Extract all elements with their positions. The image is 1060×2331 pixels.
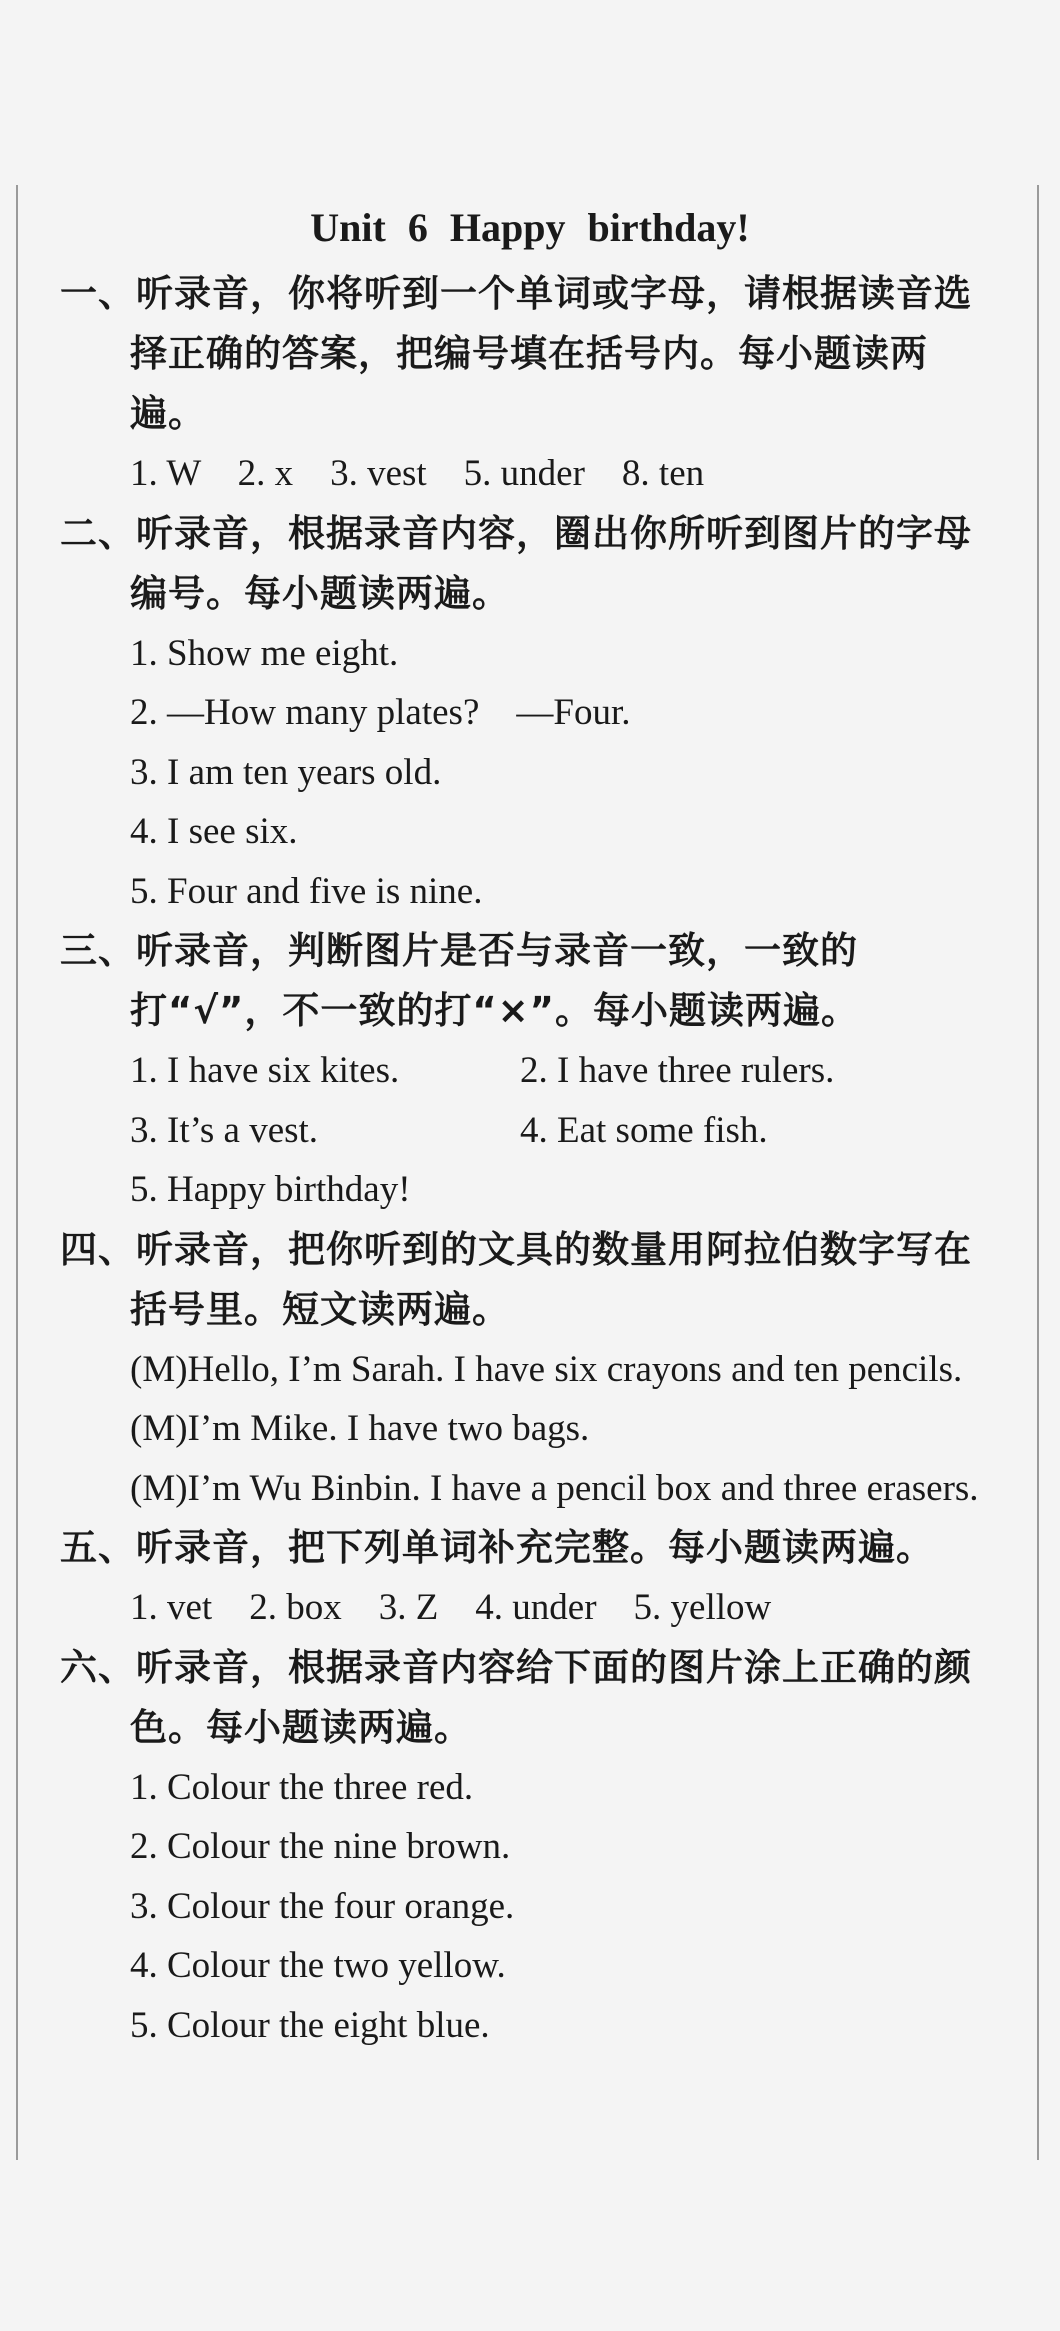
section-6-line: 1. Colour the three red. [130, 1766, 474, 1808]
unit-title: Unit 6 Happy birthday! [310, 205, 750, 250]
section-6-line: 3. Colour the four orange. [130, 1885, 515, 1927]
answer-script-page [60, 192, 1000, 2055]
section-3-item: 1. I have six kites. [130, 1050, 400, 1091]
section-5-heading: 五、听录音，把下列单词补充完整。每小题读两遍。 [60, 1526, 934, 1569]
section-4-heading: 四、听录音，把你听到的文具的数量用阿拉伯数字写在括号里。短文读两遍。 [60, 1227, 972, 1331]
section-6-heading: 六、听录音，根据录音内容给下面的图片涂上正确的颜色。每小题读两遍。 [60, 1645, 972, 1749]
section-2-line: 3. I am ten years old. [130, 751, 442, 793]
section-5 [60, 1518, 1000, 1638]
section-3-item: 3. It’s a vest. [130, 1109, 319, 1151]
section-2-heading: 二、听录音，根据录音内容，圈出你所听到图片的字母编号。每小题读两遍。 [60, 511, 972, 615]
section-3-row [60, 1041, 1000, 1101]
section-2-line: 1. Show me eight. [130, 632, 399, 674]
section-4-paragraph: (M)Hello, I’m Sarah. I have six crayons and ten pencils. [130, 1348, 963, 1390]
section-4-paragraph: (M)I’m Mike. I have two bags. [130, 1408, 590, 1449]
section-6-line: 4. Colour the two yellow. [130, 1945, 506, 1986]
section-2-line: 4. I see six. [130, 811, 298, 852]
section-3-item: 4. Eat some fish. [520, 1109, 768, 1151]
section-6 [60, 1638, 1000, 2056]
section-6-line: 2. Colour the nine brown. [130, 1826, 511, 1867]
section-1-heading: 一、听录音，你将听到一个单词或字母，请根据读音选择正确的答案，把编号填在括号内。每小题读两遍。 [60, 272, 972, 435]
section-3-row [60, 1101, 1000, 1161]
section-1 [60, 264, 1000, 504]
section-2 [60, 504, 1000, 922]
section-4-paragraph: (M)I’m Wu Binbin. I have a pencil box and three erasers. [130, 1467, 979, 1509]
section-2-line: 2. —How many plates? —Four. [130, 692, 631, 733]
section-3 [60, 921, 1000, 1220]
left-margin-rule [16, 185, 18, 2160]
section-3-line: 5. Happy birthday! [130, 1169, 411, 1210]
section-1-line: 1. W 2. x 3. vest 5. under 8. ten [130, 453, 705, 494]
section-6-line: 5. Colour the eight blue. [130, 2004, 490, 2046]
section-5-line: 1. vet 2. box 3. Z 4. under 5. yellow [130, 1587, 772, 1628]
right-margin-rule [1037, 185, 1039, 2160]
section-3-item: 2. I have three rulers. [520, 1050, 835, 1091]
section-4 [60, 1220, 1000, 1519]
section-3-heading: 三、听录音，判断图片是否与录音一致，一致的打“√”，不一致的打“×”。每小题读两遍。 [60, 929, 859, 1032]
section-2-line: 5. Four and five is nine. [130, 870, 483, 912]
